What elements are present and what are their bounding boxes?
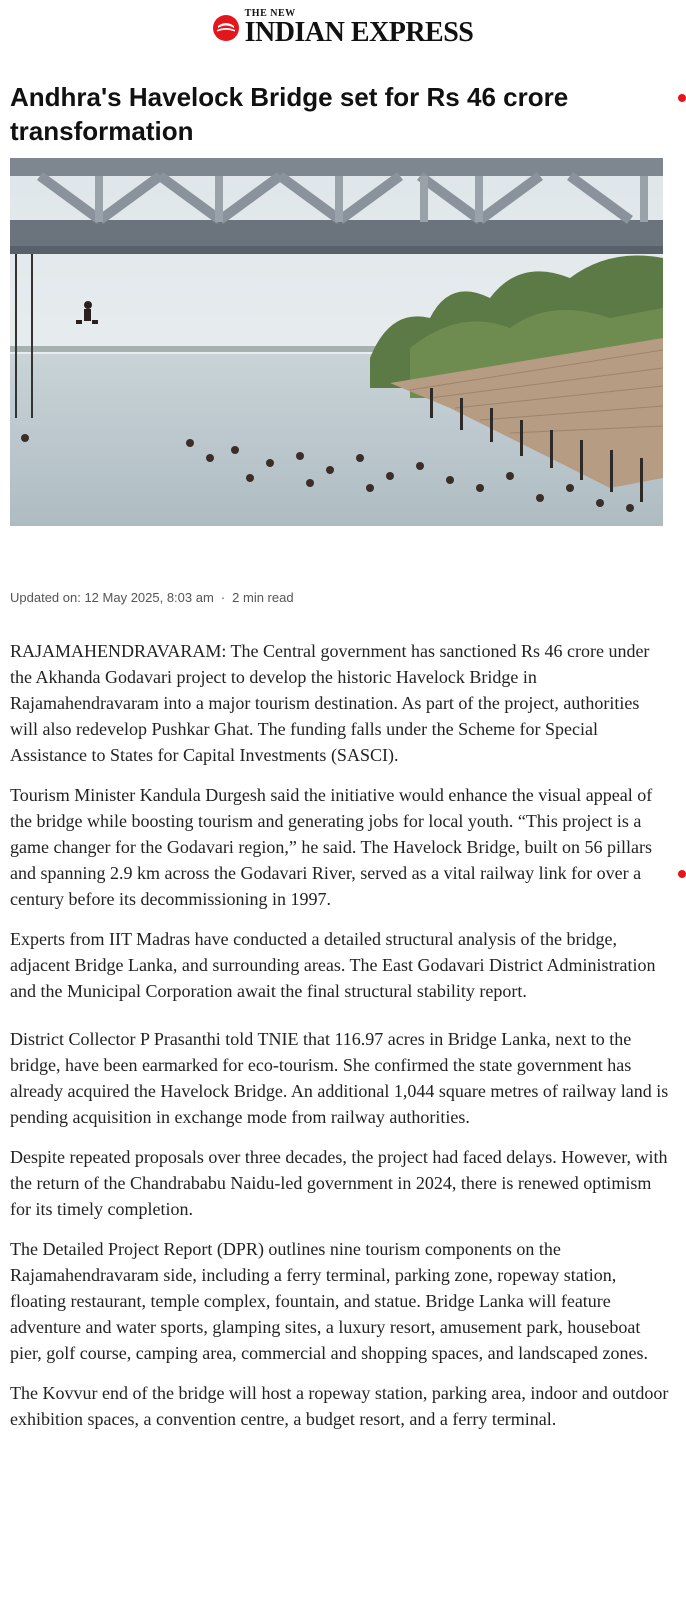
article-paragraph: Tourism Minister Kandula Durgesh said the initiative would enhance the visual appeal of the bridge while boosting tourism and generating jobs for local youth. “This project is a game changer for the Godavari region,” he said. The Havelock Bridge, built on 56 pillars and spanning 2.9 km across the Godavari River, served as a vital railway link for over a century before its decommissioning in 1997. xyxy=(10,785,653,909)
article-body xyxy=(10,638,670,1446)
read-time: 2 min read xyxy=(232,590,294,605)
notification-dot-icon xyxy=(678,94,686,102)
article-paragraph: The Kovvur end of the bridge will host a ropeway station, parking area, indoor and outdoor exhibition spaces, a convention centre, a budget resort, and a ferry terminal. xyxy=(10,1383,669,1429)
article-meta xyxy=(10,590,294,605)
article-paragraph: District Collector P Prasanthi told TNIE that 116.97 acres in Bridge Lanka, next to the bridge, have been earmarked for eco-tourism. She confirmed the state government has already acquired the Havelock Bridge. An additional 1,044 square metres of railway land is pending acquisition in exchange mode from railway authorities. xyxy=(10,1029,669,1127)
meta-separator: · xyxy=(220,590,226,605)
site-logo[interactable] xyxy=(213,9,474,47)
article-paragraph: RAJAMAHENDRAVARAM: The Central government has sanctioned Rs 46 crore under the Akhanda Godavari project to develop the historic Havelock Bridge in Rajamahendravaram into a major tourism destination. As part of the project, authorities will also redevelop Pushkar Ghat. The funding falls under the Scheme for Special Assistance to States for Capital Investments (SASCI). xyxy=(10,641,650,765)
logo-emblem-icon xyxy=(213,15,239,41)
article-paragraph: The Detailed Project Report (DPR) outlines nine tourism components on the Rajamahendravaram side, including a ferry terminal, parking zone, ropeway station, floating restaurant, temple complex, fountain, and statue. Bridge Lanka will feature adventure and water sports, glamping sites, a luxury resort, amusement park, houseboat pier, golf course, camping area, commercial and shopping spaces, and landscaped zones. xyxy=(10,1239,649,1363)
article-paragraph: Experts from IIT Madras have conducted a detailed structural analysis of the bridge, adjacent Bridge Lanka, and surrounding areas. The East Godavari District Administration and the Municipal Corporation await the final structural stability report. xyxy=(10,929,656,1001)
bridge-river-photo xyxy=(10,158,663,526)
logo-wordmark: INDIAN EXPRESS xyxy=(244,17,474,48)
logo-small-text: THE NEW xyxy=(244,8,296,19)
updated-timestamp: Updated on: 12 May 2025, 8:03 am xyxy=(10,590,214,605)
notification-dot-icon xyxy=(678,870,686,878)
site-header xyxy=(0,0,686,56)
article-paragraph: Despite repeated proposals over three decades, the project had faced delays. However, with the return of the Chandrababu Naidu-led government in 2024, there is renewed optimism for its timely completion. xyxy=(10,1147,668,1219)
article-hero-image[interactable] xyxy=(10,158,663,526)
article-title: Andhra's Havelock Bridge set for Rs 46 crore transformation xyxy=(10,82,569,146)
